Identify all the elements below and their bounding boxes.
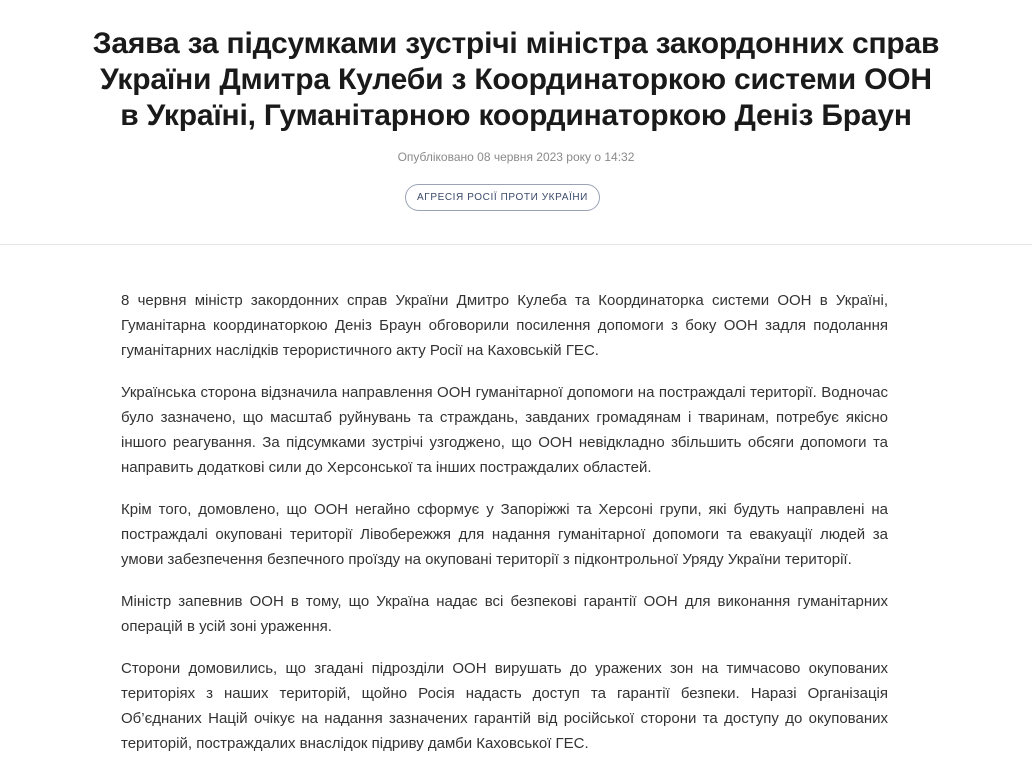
article-paragraph: Крім того, домовлено, що ООН негайно сформує у Запоріжжі та Херсоні групи, які будуть направлені на постраждалі окуповані території Лівобережжя для надання гуманітарної допомоги та евакуації людей за умови забезпечення безпечного проїзду на окуповані території з підконтрольної Уряду України території. <box>121 501 888 568</box>
article-paragraph: 8 червня міністр закордонних справ України Дмитро Кулеба та Координаторка системи ООН в Україні, Гуманітарна координаторкою Деніз Браун обговорили посилення допомоги з боку ООН задля подолання гуманітарних наслідків терористичного акту Росії на Каховській ГЕС. <box>121 292 888 359</box>
article-paragraph: Міністр запевнив ООН в тому, що Україна надає всі безпекові гарантії ООН для виконання гуманітарних операцій в усій зоні ураження. <box>121 593 888 635</box>
title-line: в Україні, Гуманітарною координаторкою Деніз Браун <box>120 99 912 132</box>
article-paragraph: Українська сторона відзначила направлення ООН гуманітарної допомоги на постраждалі території. Водночас було зазначено, що масштаб руйнувань та страждань, завданих громадянам і тваринам, потребує якісно іншого реагування. За підсумками зустрічі узгоджено, що ООН невідкладно збільшить обсяги допомоги та направить додаткові сили до Херсонської та інших постраждалих областей. <box>121 384 888 476</box>
article-header <box>0 0 1032 245</box>
article-body <box>121 288 888 773</box>
tag-link[interactable]: АГРЕСІЯ РОСІЇ ПРОТИ УКРАЇНИ <box>405 184 600 211</box>
published-date: Опубліковано 08 червня 2023 року о 14:32 <box>397 150 635 164</box>
article-paragraph: Сторони домовились, що згадані підрозділи ООН вирушать до уражених зон на тимчасово окупованих територіях з наших територій, щойно Росія надасть доступ та гарантії безпеки. Наразі Організація Об’єднаних Націй очікує на надання зазначених гарантій від російської сторони та доступу до окупованих територій, постраждалих внаслідок підриву дамби Каховської ГЕС. <box>121 660 888 752</box>
title-line: Заява за підсумками зустрічі міністра закордонних справ <box>92 27 940 60</box>
page-title <box>0 26 1032 134</box>
title-line: України Дмитра Кулеби з Координаторкою системи ООН <box>100 63 932 96</box>
